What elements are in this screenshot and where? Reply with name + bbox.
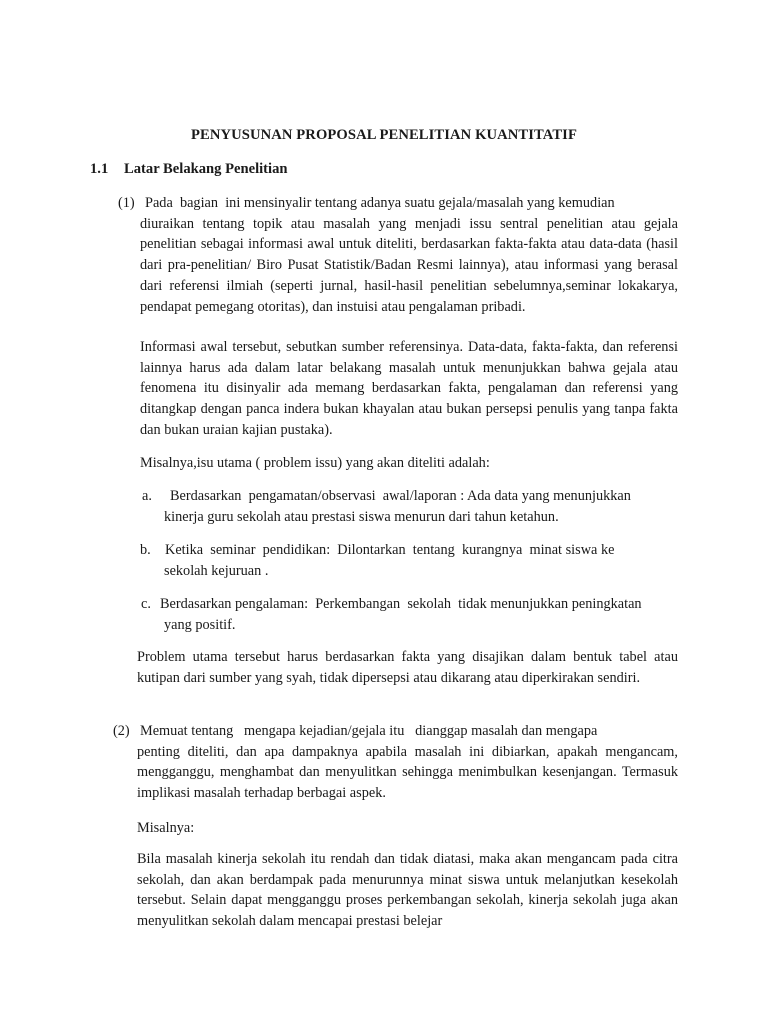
subitem-c-marker: c. <box>141 596 151 612</box>
item-1-closing-paragraph: Problem utama tersebut harus berdasarkan fakta yang disajikan dalam bentuk tabel atau kutipan dari sumber yang syah, tidak dipersepsi atau dikarang atau diperkirakan sendiri. <box>137 649 678 686</box>
section-heading <box>90 161 288 178</box>
item-1-paragraph-2: Informasi awal tersebut, sebutkan sumber referensinya. Data-data, fakta-fakta, dan referensi lainnya harus ada dalam latar belakang masalah untuk menunjukkan bahwa gejala atau fenomena itu disinyalir ada memang berdasarkan fakta, pengalaman dan referensi yang ditangkap dengan panca indera bukan khayalan atau bukan persepsi penulis yang tanpa fakta dan bukan uraian kajian pustaka). <box>140 339 678 438</box>
item-2-misalnya: Misalnya: <box>137 820 195 836</box>
item-2-first-line: Memuat tentang mengapa kejadian/gejala itu dianggap masalah dan mengapa <box>140 723 598 739</box>
subitem-b-rest: sekolah kejuruan . <box>164 562 269 579</box>
item-1-marker: (1) <box>118 195 135 211</box>
document-title: PENYUSUNAN PROPOSAL PENELITIAN KUANTITATIF <box>191 127 577 143</box>
item-2-marker: (2) <box>113 723 130 739</box>
subitem-c-first-line: Berdasarkan pengalaman: Perkembangan sekolah tidak menunjukkan peningkatan <box>160 596 642 612</box>
subitem-a-marker: a. <box>142 488 152 504</box>
item-2-example-paragraph: Bila masalah kinerja sekolah itu rendah dan tidak diatasi, maka akan mengancam pada citra sekolah, dan akan berdampak pada menurunnya minat siswa untuk melanjutkan kesekolah tersebut. Selain dapat mengganggu proses perkembangan sekolah, kinerja sekolah juga akan menyulitkan sekolah dalam mencapai prestasi belejar <box>137 851 678 930</box>
subitem-a-first-line: Berdasarkan pengamatan/observasi awal/laporan : Ada data yang menunjukkan <box>170 488 631 504</box>
item-2-paragraph: penting diteliti, dan apa dampaknya apabila masalah ini dibiarkan, apakah mengancam, mengganggu, menghambat dan menyulitkan sehingga menimbulkan kesenjangan. Termasuk implikasi masalah terhadap berbagai aspek. <box>137 743 678 802</box>
subitem-b-first-line: Ketika seminar pendidikan: Dilontarkan tentang kurangnya minat siswa ke <box>165 542 615 558</box>
section-number: 1.1 <box>90 161 109 177</box>
item-1-paragraph-1: diuraikan tentang topik atau masalah yang menjadi issu sentral penelitian atau gejala penelitian sebagai informasi awal untuk diteliti, berdasarkan fakta-fakta atau data-data (hasil dari pra-penelitian/ Biro Pusat Statistik/Badan Resmi lainnya), atau informasi yang berasal dari referensi ilmiah (seperti jurnal, hasil-hasil penelitian sebelumnya,seminar lokakarya, pendapat pemegang otoritas), dan instuisi atau pengalaman pribadi. <box>140 215 678 315</box>
item-1-first-line: Pada bagian ini mensinyalir tentang adanya suatu gejala/masalah yang kemudian <box>145 195 615 211</box>
section-title: Latar Belakang Penelitian <box>124 161 288 177</box>
item-1-misalnya-intro: Misalnya,isu utama ( problem issu) yang akan diteliti adalah: <box>140 455 490 471</box>
subitem-a-rest: kinerja guru sekolah atau prestasi siswa menurun dari tahun ketahun. <box>164 508 559 525</box>
subitem-b-marker: b. <box>140 542 151 558</box>
subitem-c-rest: yang positif. <box>164 616 236 633</box>
